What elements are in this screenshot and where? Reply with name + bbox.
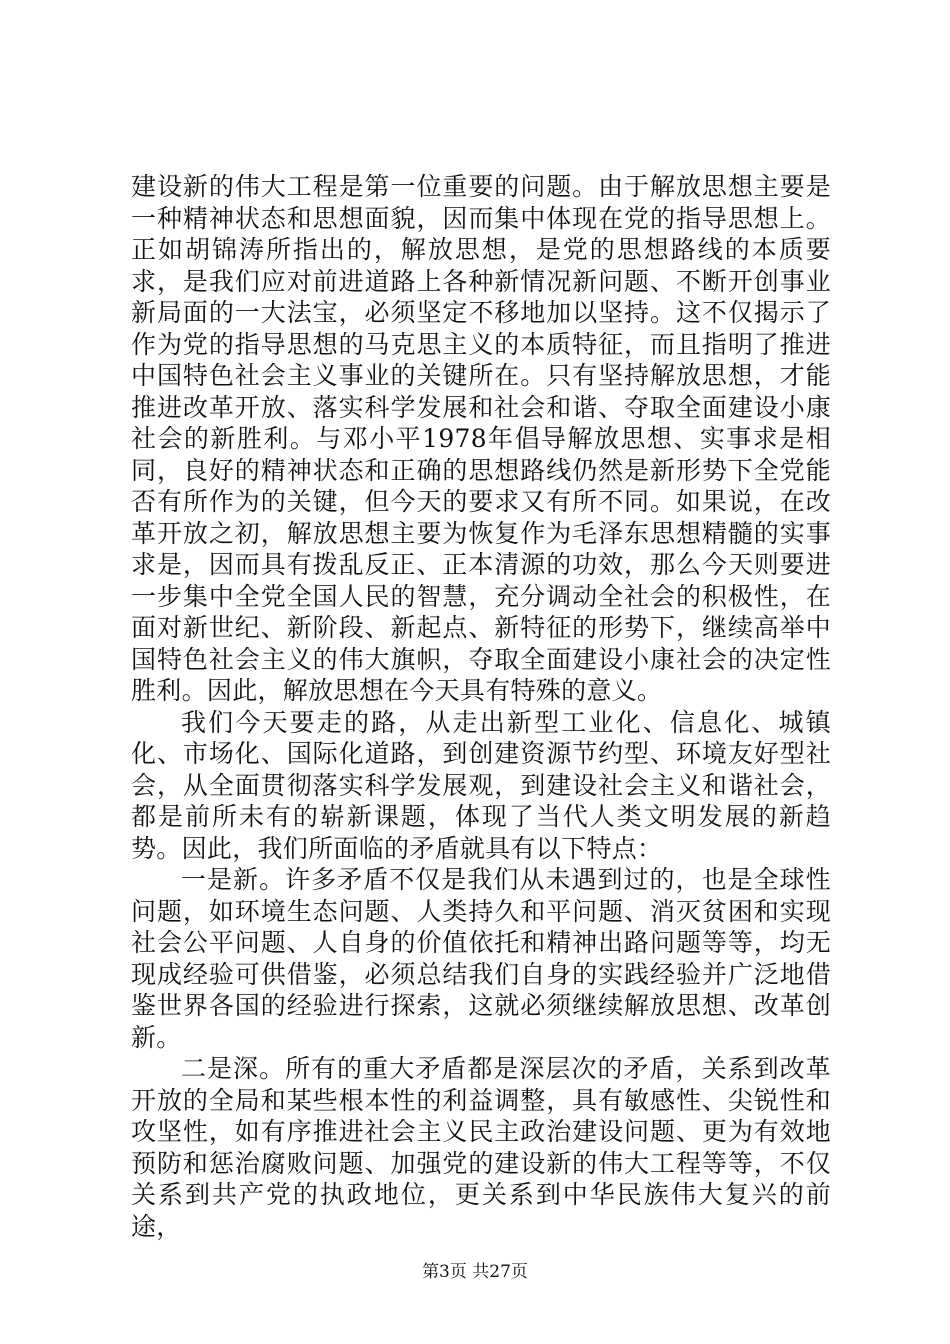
paragraph-1: 建设新的伟大工程是第一位重要的问题。由于解放思想主要是一种精神状态和思想面貌，因而集中体现在党的指导思想上。正如胡锦涛所指出的，解放思想，是党的思想路线的本质要求，是我们应对前进道路上各种新情况新问题、不断开创事业新局面的一大法宝，必须坚定不移地加以坚持。这不仅揭示了作为党的指导思想的马克思主义的本质特征，而且指明了推进中国特色社会主义事业的关键所在。只有坚持解放思想，才能推进改革开放、落实科学发展和社会和谐、夺取全面建设小康社会的新胜利。与邓小平1978年倡导解放思想、实事求是相同，良好的精神状态和正确的思想路线仍然是新形势下全党能否有所作为的关键，但今天的要求又有所不同。如果说，在改革开放之初，解放思想主要为恢复作为毛泽东思想精髓的实事求是，因而具有拨乱反正、正本清源的功效，那么今天则要进一步集中全党全国人民的智慧，充分调动全社会的积极性，在面对新世纪、新阶段、新起点、新特征的形势下，继续高举中国特色社会主义的伟大旗帜，夺取全面建设小康社会的决定性胜利。因此，解放思想在今天具有特殊的意义。 [131, 172, 831, 705]
paragraph-2: 我们今天要走的路，从走出新型工业化、信息化、城镇化、市场化、国际化道路，到创建资源节约型、环境友好型社会，从全面贯彻落实科学发展观，到建设社会主义和谐社会，都是前所未有的崭新课题，体现了当代人类文明发展的新趋势。因此，我们所面临的矛盾就具有以下特点： [131, 707, 831, 863]
paragraph-3: 一是新。许多矛盾不仅是我们从未遇到过的，也是全球性问题，如环境生态问题、人类持久和平问题、消灭贫困和实现社会公平问题、人自身的价值依托和精神出路问题等等，均无现成经验可供借鉴，必须总结我们自身的实践经验并广泛地借鉴世界各国的经验进行探索，这就必须继续解放思想、改革创新。 [131, 865, 831, 1052]
paragraph-4: 二是深。所有的重大矛盾都是深层次的矛盾，关系到改革开放的全局和某些根本性的利益调整，具有敏感性、尖锐性和攻坚性，如有序推进社会主义民主政治建设问题、更为有效地预防和惩治腐败问题、加强党的建设新的伟大工程等等，不仅关系到共产党的执政地位，更关系到中华民族伟大复兴的前途， [131, 1054, 831, 1241]
page-number-footer: 第3页 共27页 [422, 1262, 528, 1282]
document-body [131, 171, 831, 1242]
